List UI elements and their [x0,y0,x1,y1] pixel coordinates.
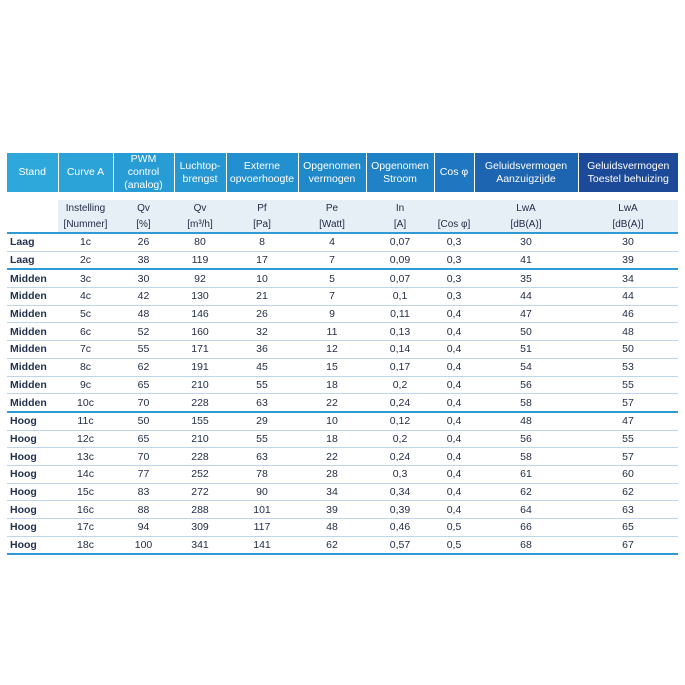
value-cell: 0,11 [366,305,434,323]
value-cell: 50 [113,412,174,430]
table-row [7,358,678,376]
value-cell: 34 [578,269,678,287]
table-row [7,448,678,466]
value-cell: 52 [113,323,174,341]
value-cell: 0,14 [366,341,434,359]
table-row [7,430,678,448]
value-cell: 101 [226,501,298,519]
value-cell: 0,34 [366,483,434,501]
value-cell: 0,2 [366,376,434,394]
value-cell: 0,39 [366,501,434,519]
value-cell: 62 [298,536,366,554]
value-cell: 10 [298,412,366,430]
value-cell: 0,4 [434,412,474,430]
value-cell: 0,1 [366,288,434,306]
value-cell: 63 [578,501,678,519]
value-cell: 46 [578,305,678,323]
value-cell: 0,4 [434,394,474,412]
value-cell: 15c [58,483,113,501]
value-cell: 56 [474,430,578,448]
value-cell: 0,4 [434,323,474,341]
value-cell: 0,2 [366,430,434,448]
value-cell: 90 [226,483,298,501]
value-cell: 10 [226,269,298,287]
value-cell: 50 [578,341,678,359]
column-header-line: Cos φ [439,166,469,178]
value-cell: 0,5 [434,519,474,537]
stand-cell: Hoog [7,465,58,483]
value-cell: 2c [58,251,113,269]
symbol-cell: LwA [578,200,678,216]
table-row [7,465,678,483]
value-cell: 58 [474,394,578,412]
value-cell: 22 [298,448,366,466]
value-cell: 58 [474,448,578,466]
table-row [7,305,678,323]
unit-cell: [m³/h] [174,216,226,233]
value-cell: 12c [58,430,113,448]
value-cell: 50 [474,323,578,341]
value-cell: 4 [298,233,366,251]
value-cell: 0,3 [434,233,474,251]
value-cell: 155 [174,412,226,430]
table-subheader [7,192,678,233]
column-header-line: Luchtop- [179,159,221,172]
value-cell: 0,4 [434,341,474,359]
column-header-line: (analog) [124,179,163,191]
value-cell: 7 [298,251,366,269]
stand-cell: Midden [7,394,58,412]
unit-cell: [%] [113,216,174,233]
value-cell: 42 [113,288,174,306]
unit-cell: [Watt] [298,216,366,233]
value-cell: 48 [474,412,578,430]
value-cell: 47 [578,412,678,430]
fan-settings-table [7,153,678,555]
value-cell: 309 [174,519,226,537]
value-cell: 17 [226,251,298,269]
value-cell: 7c [58,341,113,359]
value-cell: 9c [58,376,113,394]
value-cell: 0,07 [366,233,434,251]
value-cell: 78 [226,465,298,483]
symbol-cell: Qv [113,200,174,216]
column-header [7,153,58,192]
symbol-cell-empty [7,200,58,216]
symbol-cell [434,200,474,216]
value-cell: 83 [113,483,174,501]
value-cell: 30 [113,269,174,287]
value-cell: 65 [578,519,678,537]
value-cell: 70 [113,448,174,466]
value-cell: 55 [578,376,678,394]
value-cell: 41 [474,251,578,269]
value-cell: 38 [113,251,174,269]
value-cell: 0,4 [434,376,474,394]
value-cell: 70 [113,394,174,412]
value-cell: 119 [174,251,226,269]
value-cell: 26 [113,233,174,251]
column-header-line: Opgenomen [371,159,429,172]
value-cell: 3c [58,269,113,287]
value-cell: 48 [578,323,678,341]
value-cell: 63 [226,394,298,412]
unit-cell: [Nummer] [58,216,113,233]
value-cell: 0,4 [434,305,474,323]
symbol-cell: In [366,200,434,216]
stand-cell: Midden [7,305,58,323]
column-header-line: Toestel behuizing [587,172,669,185]
stand-cell: Midden [7,341,58,359]
value-cell: 30 [474,233,578,251]
table-row [7,519,678,537]
stand-cell: Hoog [7,501,58,519]
table-row [7,251,678,269]
value-cell: 56 [474,376,578,394]
column-header-line: Curve A [66,166,105,178]
value-cell: 15 [298,358,366,376]
value-cell: 64 [474,501,578,519]
value-cell: 130 [174,288,226,306]
value-cell: 32 [226,323,298,341]
column-header-line: Stand [18,166,46,178]
column-header [474,153,578,192]
table-row [7,269,678,287]
column-header [58,153,113,192]
unit-cell: [dB(A)] [474,216,578,233]
header-row [7,153,678,192]
column-header-line: Opgenomen [303,159,361,172]
value-cell: 18c [58,536,113,554]
value-cell: 0,4 [434,501,474,519]
unit-cell: [Pa] [226,216,298,233]
column-header [113,153,174,192]
value-cell: 68 [474,536,578,554]
value-cell: 7 [298,288,366,306]
value-cell: 0,13 [366,323,434,341]
value-cell: 80 [174,233,226,251]
value-cell: 55 [578,430,678,448]
value-cell: 0,4 [434,448,474,466]
value-cell: 1c [58,233,113,251]
value-cell: 77 [113,465,174,483]
symbol-cell: LwA [474,200,578,216]
table-row [7,501,678,519]
column-header-line: opvoerhoogte [229,172,295,185]
column-header [366,153,434,192]
value-cell: 62 [113,358,174,376]
value-cell: 65 [113,430,174,448]
value-cell: 11 [298,323,366,341]
value-cell: 0,07 [366,269,434,287]
value-cell: 0,4 [434,483,474,501]
value-cell: 65 [113,376,174,394]
column-header [298,153,366,192]
value-cell: 39 [578,251,678,269]
table-row [7,483,678,501]
unit-cell: [dB(A)] [578,216,678,233]
spec-table-container [7,153,678,555]
table-row [7,233,678,251]
value-cell: 11c [58,412,113,430]
value-cell: 14c [58,465,113,483]
column-header-line: Geluidsvermogen [587,159,670,172]
value-cell: 26 [226,305,298,323]
value-cell: 67 [578,536,678,554]
value-cell: 34 [298,483,366,501]
value-cell: 252 [174,465,226,483]
value-cell: 0,12 [366,412,434,430]
column-header-line: Geluidsvermogen [484,159,568,172]
value-cell: 63 [226,448,298,466]
value-cell: 30 [578,233,678,251]
value-cell: 45 [226,358,298,376]
column-header [174,153,226,192]
table-body [7,233,678,554]
value-cell: 62 [474,483,578,501]
stand-cell: Hoog [7,448,58,466]
value-cell: 55 [113,341,174,359]
stand-cell: Midden [7,358,58,376]
column-header [226,153,298,192]
value-cell: 60 [578,465,678,483]
value-cell: 0,3 [434,269,474,287]
column-header-line: Stroom [383,172,417,185]
column-header-line: Externe [243,159,281,172]
value-cell: 88 [113,501,174,519]
value-cell: 16c [58,501,113,519]
symbol-cell: Instelling [58,200,113,216]
value-cell: 9 [298,305,366,323]
column-header [434,153,474,192]
symbol-cell: Qv [174,200,226,216]
table-header [7,153,678,192]
stand-cell: Hoog [7,536,58,554]
value-cell: 28 [298,465,366,483]
value-cell: 210 [174,430,226,448]
unit-row [7,216,678,233]
value-cell: 191 [174,358,226,376]
value-cell: 39 [298,501,366,519]
value-cell: 13c [58,448,113,466]
value-cell: 36 [226,341,298,359]
column-header-line: brengst [182,172,218,185]
table-row [7,341,678,359]
value-cell: 5c [58,305,113,323]
value-cell: 48 [113,305,174,323]
value-cell: 272 [174,483,226,501]
stand-cell: Midden [7,376,58,394]
value-cell: 0,24 [366,448,434,466]
value-cell: 0,4 [434,430,474,448]
value-cell: 57 [578,448,678,466]
value-cell: 288 [174,501,226,519]
stand-cell: Laag [7,251,58,269]
value-cell: 4c [58,288,113,306]
value-cell: 54 [474,358,578,376]
symbol-row [7,200,678,216]
value-cell: 29 [226,412,298,430]
value-cell: 62 [578,483,678,501]
stand-cell: Hoog [7,519,58,537]
value-cell: 0,24 [366,394,434,412]
table-row [7,412,678,430]
unit-cell: [Cos φ] [434,216,474,233]
value-cell: 160 [174,323,226,341]
stand-cell: Hoog [7,412,58,430]
value-cell: 210 [174,376,226,394]
value-cell: 0,4 [434,358,474,376]
header-gap [7,192,678,200]
value-cell: 341 [174,536,226,554]
value-cell: 55 [226,430,298,448]
symbol-cell: Pe [298,200,366,216]
table-row [7,376,678,394]
value-cell: 66 [474,519,578,537]
table-row [7,288,678,306]
value-cell: 12 [298,341,366,359]
stand-cell: Midden [7,288,58,306]
unit-cell: [A] [366,216,434,233]
value-cell: 94 [113,519,174,537]
table-row [7,536,678,554]
value-cell: 10c [58,394,113,412]
value-cell: 0,09 [366,251,434,269]
value-cell: 57 [578,394,678,412]
value-cell: 0,3 [366,465,434,483]
value-cell: 0,57 [366,536,434,554]
value-cell: 44 [474,288,578,306]
value-cell: 146 [174,305,226,323]
value-cell: 17c [58,519,113,537]
stand-cell: Hoog [7,430,58,448]
value-cell: 8 [226,233,298,251]
value-cell: 44 [578,288,678,306]
value-cell: 92 [174,269,226,287]
value-cell: 5 [298,269,366,287]
symbol-cell: Pf [226,200,298,216]
table-row [7,323,678,341]
stand-cell: Laag [7,233,58,251]
stand-cell: Midden [7,269,58,287]
value-cell: 228 [174,448,226,466]
value-cell: 18 [298,430,366,448]
value-cell: 18 [298,376,366,394]
value-cell: 0,4 [434,465,474,483]
value-cell: 48 [298,519,366,537]
value-cell: 61 [474,465,578,483]
value-cell: 0,3 [434,288,474,306]
stand-cell: Hoog [7,483,58,501]
value-cell: 171 [174,341,226,359]
column-header-line: PWM control [127,153,160,178]
value-cell: 0,3 [434,251,474,269]
value-cell: 8c [58,358,113,376]
value-cell: 117 [226,519,298,537]
value-cell: 100 [113,536,174,554]
value-cell: 0,46 [366,519,434,537]
value-cell: 21 [226,288,298,306]
value-cell: 22 [298,394,366,412]
value-cell: 0,17 [366,358,434,376]
value-cell: 35 [474,269,578,287]
unit-cell-empty [7,216,58,233]
value-cell: 141 [226,536,298,554]
stand-cell: Midden [7,323,58,341]
value-cell: 0,5 [434,536,474,554]
value-cell: 47 [474,305,578,323]
value-cell: 51 [474,341,578,359]
value-cell: 228 [174,394,226,412]
value-cell: 55 [226,376,298,394]
value-cell: 53 [578,358,678,376]
table-row [7,394,678,412]
value-cell: 6c [58,323,113,341]
column-header-line: vermogen [308,172,356,185]
column-header [578,153,678,192]
column-header-line: Aanzuigzijde [496,172,556,185]
